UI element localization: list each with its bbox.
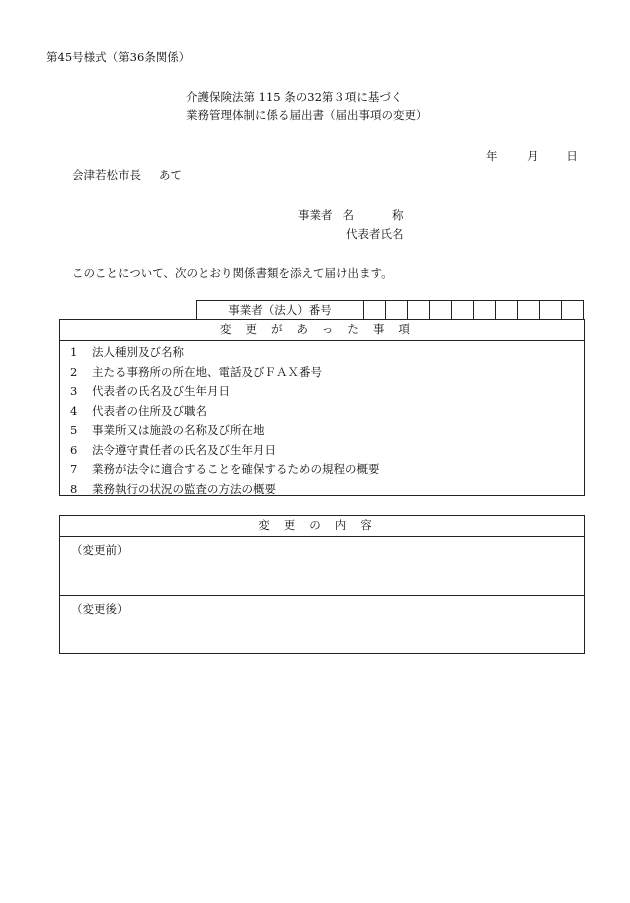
operator-number-cell[interactable] xyxy=(408,301,430,319)
date-line xyxy=(486,148,578,164)
operator-number-cell[interactable] xyxy=(364,301,386,319)
operator-name-row[interactable] xyxy=(298,207,442,223)
changed-items-heading: 変更があった事項 xyxy=(60,320,584,341)
operator-number-cell[interactable] xyxy=(562,301,583,319)
change-content-heading: 変更の内容 xyxy=(60,516,584,537)
date-day[interactable]: 日 xyxy=(566,149,578,163)
changed-item[interactable]: 5 事業所又は施設の名称及び所在地 xyxy=(70,423,265,437)
addressee-name: 会津若松市長 xyxy=(72,168,141,182)
changed-item[interactable]: 3 代表者の氏名及び生年月日 xyxy=(70,384,230,398)
operator-number-cell[interactable] xyxy=(386,301,408,319)
operator-number-row xyxy=(196,300,584,319)
change-before-field[interactable] xyxy=(60,537,584,596)
changed-item[interactable]: 8 業務執行の状況の監査の方法の概要 xyxy=(70,481,276,496)
date-year[interactable]: 年 xyxy=(486,149,498,163)
operator-number-cell[interactable] xyxy=(474,301,496,319)
operator-label: 事業者 xyxy=(298,208,333,222)
changed-item[interactable]: 6 法令遵守責任者の氏名及び生年月日 xyxy=(70,442,276,457)
changed-items-box xyxy=(59,319,585,496)
document-title-line2: 業務管理体制に係る届出書（届出事項の変更） xyxy=(186,108,428,122)
addressee xyxy=(72,167,182,183)
form-label: 第45号様式（第36条関係） xyxy=(46,50,191,64)
changed-items-list xyxy=(60,341,584,499)
operator-number-cell[interactable] xyxy=(496,301,518,319)
addressee-suffix: あて xyxy=(159,168,182,182)
representative-name-label[interactable]: 代表者氏名 xyxy=(346,227,404,241)
date-month[interactable]: 月 xyxy=(527,149,539,163)
operator-number-cell[interactable] xyxy=(430,301,452,319)
changed-item[interactable]: 4 代表者の住所及び職名 xyxy=(70,403,207,418)
operator-number-cell[interactable] xyxy=(518,301,540,319)
changed-item[interactable]: 2 主たる事務所の所在地、電話及びＦＡＸ番号 xyxy=(70,364,322,379)
operator-number-label: 事業者（法人）番号 xyxy=(197,301,364,319)
change-content-box xyxy=(59,515,585,654)
operator-number-cell[interactable] xyxy=(452,301,474,319)
submission-statement: このことについて、次のとおり関係書類を添えて届け出ます。 xyxy=(72,266,393,280)
changed-item[interactable]: 1 法人種別及び名称 xyxy=(70,345,184,359)
operator-name-label: 名称 xyxy=(342,208,442,222)
change-after-label: （変更後） xyxy=(71,602,129,616)
change-after-field[interactable] xyxy=(60,596,584,655)
changed-item[interactable]: 7 業務が法令に適合することを確保するための規程の概要 xyxy=(70,462,380,476)
document-title-line1: 介護保険法第 115 条の32第３項に基づく xyxy=(186,90,403,104)
change-before-label: （変更前） xyxy=(71,543,129,557)
operator-number-cell[interactable] xyxy=(540,301,562,319)
